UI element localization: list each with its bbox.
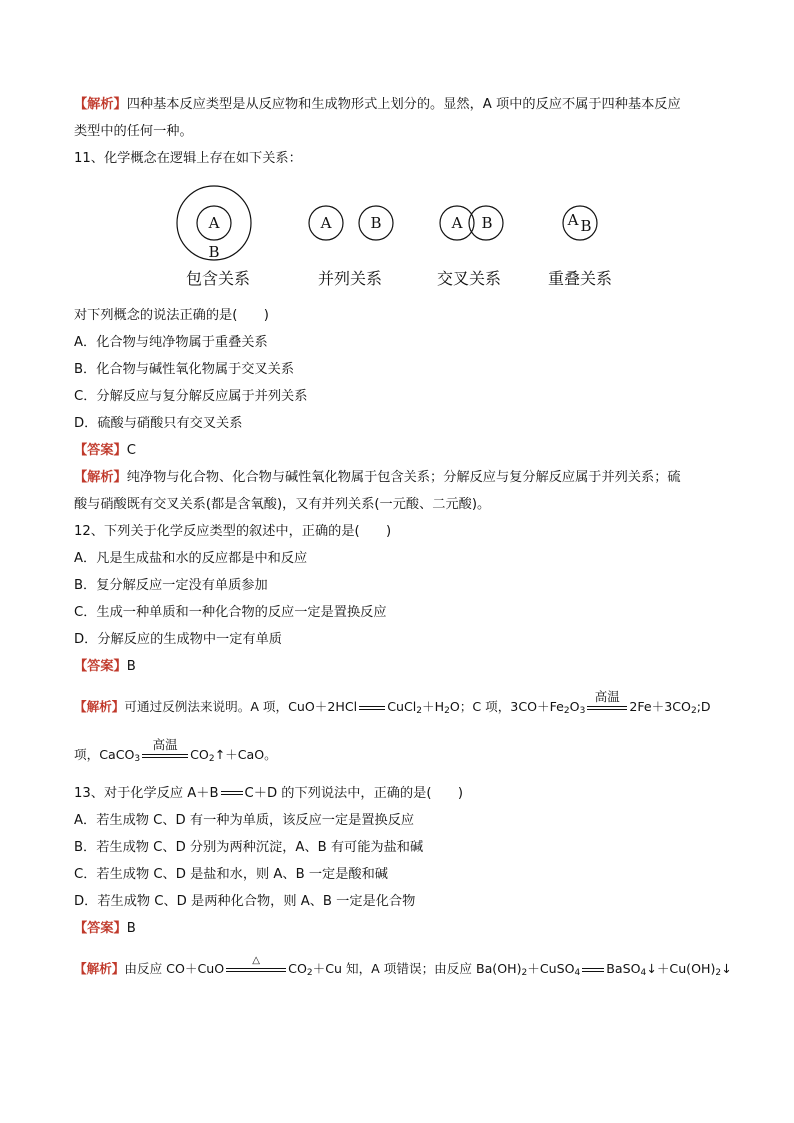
q13-stem: 13、对于化学反应 A＋B C＋D 的下列说法中，正确的是( ) <box>74 786 464 801</box>
q11-stem: 11、化学概念在逻辑上存在如下关系： <box>74 151 302 166</box>
analysis-label: 【解析】 <box>74 470 127 485</box>
q10-analysis-line-2: 类型中的任何一种。 <box>74 124 193 139</box>
contain-label-b: B <box>208 243 220 261</box>
answer-label: 【答案】 <box>74 659 127 674</box>
q12-option-d: D．分解反应的生成物中一定有单质 <box>74 632 282 647</box>
q10-analysis-line-1: 【解析】四种基本反应类型是从反应物和生成物形式上划分的。显然，A 项中的反应不属于四种基本反应 <box>74 97 681 112</box>
equation-arrow <box>221 787 243 799</box>
analysis-label: 【解析】 <box>74 97 127 112</box>
equation-arrow <box>582 964 604 976</box>
equation-arrow <box>359 702 385 714</box>
q13-option-d: D．若生成物 C、D 是两种化合物，则 A、B 一定是化合物 <box>74 894 416 909</box>
q13-option-a: A．若生成物 C、D 有一种为单质，该反应一定是置换反应 <box>74 813 415 828</box>
q13-option-b: B．若生成物 C、D 分别为两种沉淀，A、B 有可能为盐和碱 <box>74 840 424 855</box>
answer-label: 【答案】 <box>74 921 127 936</box>
cross-label-b: B <box>481 214 493 232</box>
q13-answer: 【答案】B <box>74 921 136 936</box>
set-relations-diagram <box>0 180 794 300</box>
high-temp-arrow: 高温 <box>587 702 627 714</box>
q11-option-b: B．化合物与碱性氧化物属于交叉关系 <box>74 362 295 377</box>
parallel-relation <box>309 206 393 288</box>
caption-parallel: 并列关系 <box>317 269 383 288</box>
q12-answer: 【答案】B <box>74 659 136 674</box>
caption-overlap: 重叠关系 <box>547 269 613 288</box>
q12-option-a: A．凡是生成盐和水的反应都是中和反应 <box>74 551 308 566</box>
q11-analysis-line-2: 酸与硝酸既有交叉关系(都是含氧酸)，又有并列关系(一元酸、二元酸)。 <box>74 497 491 512</box>
q11-analysis-line-1: 【解析】纯净物与化合物、化合物与碱性氧化物属于包含关系；分解反应与复分解反应属于并列关系；硫 <box>74 470 681 485</box>
overlap-label-a: A <box>567 211 579 229</box>
overlap-relation <box>548 206 612 288</box>
q12-option-b: B．复分解反应一定没有单质参加 <box>74 578 268 593</box>
q11-answer: 【答案】C <box>74 443 136 458</box>
q12-stem: 12、下列关于化学反应类型的叙述中，正确的是( ) <box>74 524 392 539</box>
overlap-label-b: B <box>580 217 592 235</box>
q11-prompt: 对下列概念的说法正确的是( ) <box>74 308 269 323</box>
cross-relation <box>437 206 503 288</box>
caption-contain: 包含关系 <box>185 269 251 288</box>
q13-option-c: C．若生成物 C、D 是盐和水，则 A、B 一定是酸和碱 <box>74 867 388 882</box>
q12-option-c: C．生成一种单质和一种化合物的反应一定是置换反应 <box>74 605 387 620</box>
q11-option-a: A．化合物与纯净物属于重叠关系 <box>74 335 268 350</box>
cross-label-a: A <box>451 214 463 232</box>
q11-option-d: D．硫酸与硝酸只有交叉关系 <box>74 416 243 431</box>
caption-cross: 交叉关系 <box>436 269 502 288</box>
high-temp-arrow: 高温 <box>142 750 188 762</box>
analysis-label: 【解析】 <box>74 961 125 976</box>
parallel-label-b: B <box>370 214 382 232</box>
contain-label-a: A <box>208 214 220 232</box>
q12-analysis-line-1: 【解析】可通过反例法来说明。A 项，CuO＋2HCl $CuCl_2+H_2O$；C 项，$3CO+Fe_2O_3$ 高温 $2Fe+3CO_2;D$ <box>74 688 711 716</box>
q12-analysis-line-2: 项，CaCO$_3$ 高温 $CO_2↑+CaO$。 <box>74 736 277 764</box>
answer-label: 【答案】 <box>74 443 127 458</box>
q13-analysis-line-1: 【解析】由反应 CO＋CuO △ $CO_2+Cu$ 知，A 项错误；由反应 $Ba(OH)_2+CuSO_4$ $BaSO_4↓+Cu(OH)_2↓$ <box>74 954 732 978</box>
q11-option-c: C．分解反应与复分解反应属于并列关系 <box>74 389 308 404</box>
heat-arrow: △ <box>226 964 286 976</box>
analysis-label: 【解析】 <box>74 699 125 714</box>
parallel-label-a: A <box>320 214 332 232</box>
contain-relation <box>177 186 251 288</box>
